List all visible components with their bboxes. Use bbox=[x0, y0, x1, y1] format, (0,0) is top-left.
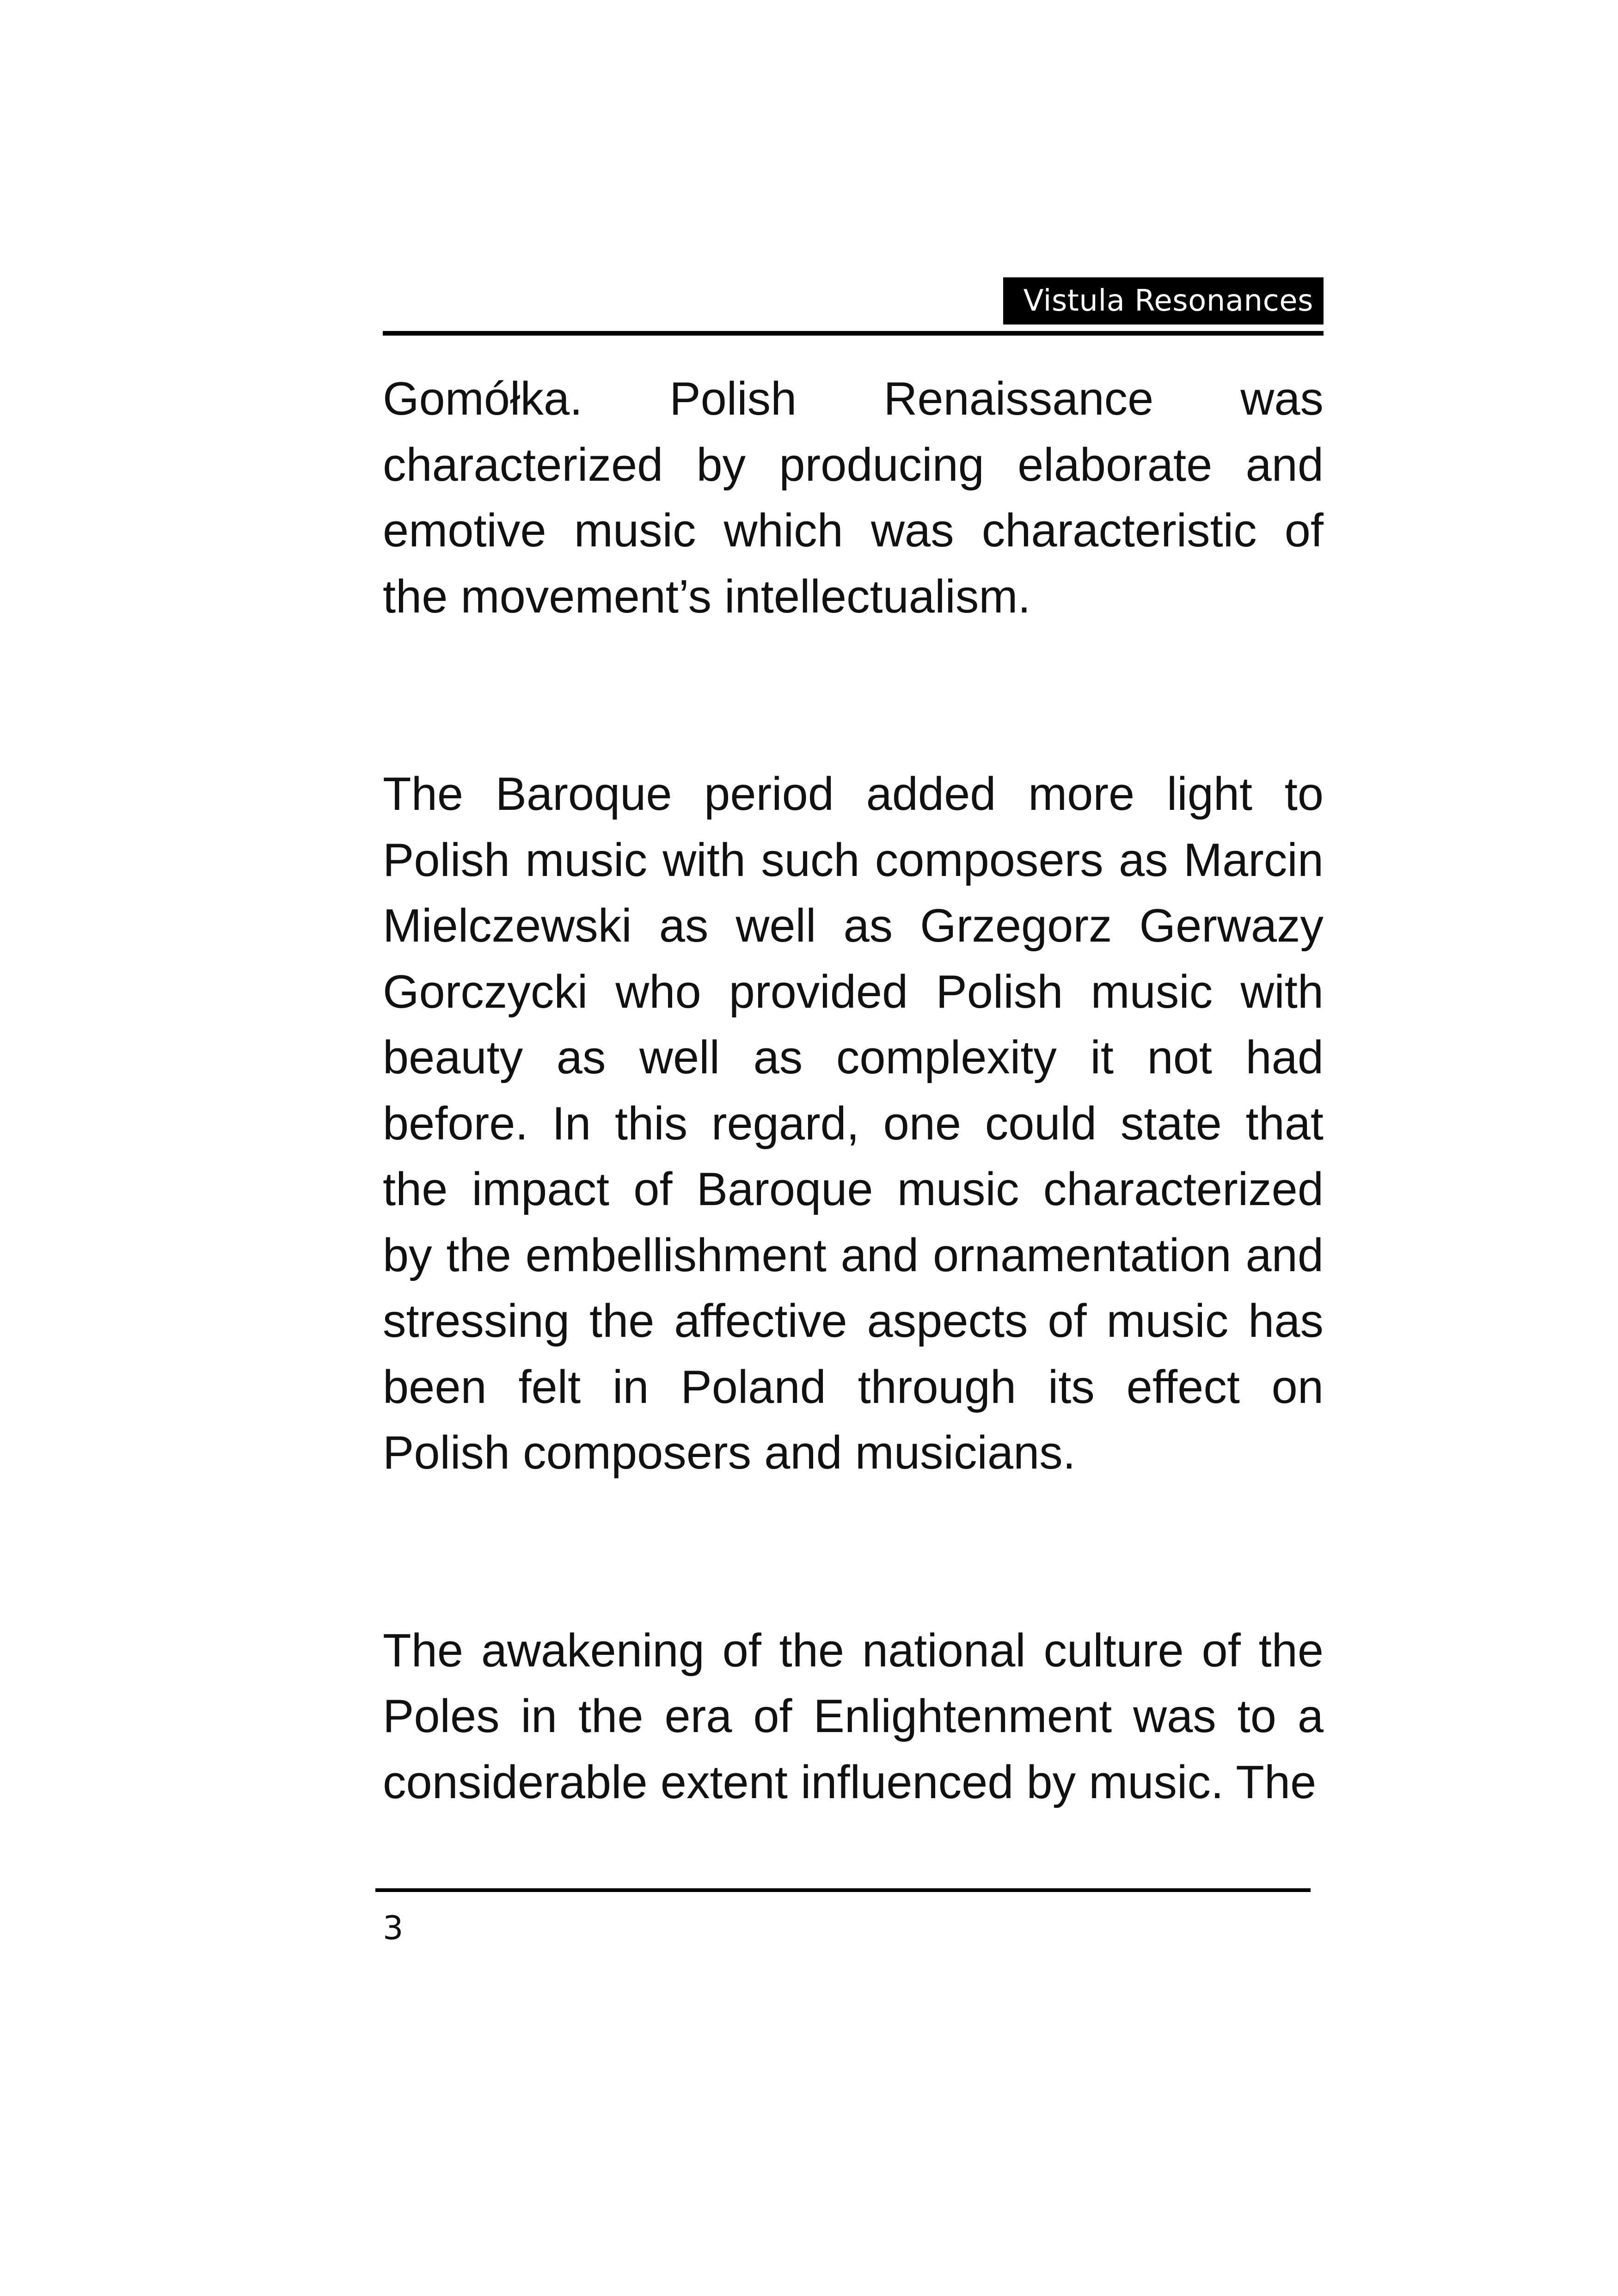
running-header-title: Vistula Resonances bbox=[1003, 277, 1324, 325]
header-rule bbox=[383, 331, 1324, 336]
page-number: 3 bbox=[383, 1909, 404, 1947]
paragraph-renaissance: Gomółka. Polish Renaissance was characterized by producing elaborate and emotive music which was characteristic of the movement’s intellectualism. bbox=[383, 373, 1324, 623]
body-text bbox=[383, 366, 1324, 1815]
paragraph-baroque: The Baroque period added more light to Polish music with such composers as Marcin Mielczewski as well as Grzegorz Gerwazy Gorczycki who provided Polish music with beauty as well as complexity it not had before. In this regard, one could state that the impact of Baroque music characterized by the embellishment and ornamentation and stressing the affective aspects of music has been felt in Poland through its effect on Polish composers and musicians. bbox=[383, 768, 1324, 1479]
paragraph-enlightenment: The awakening of the national culture of the Poles in the era of Enlightenment was to a considerable extent influenced by music. The bbox=[383, 1624, 1324, 1808]
running-header bbox=[383, 277, 1324, 337]
footer-rule bbox=[375, 1888, 1311, 1892]
